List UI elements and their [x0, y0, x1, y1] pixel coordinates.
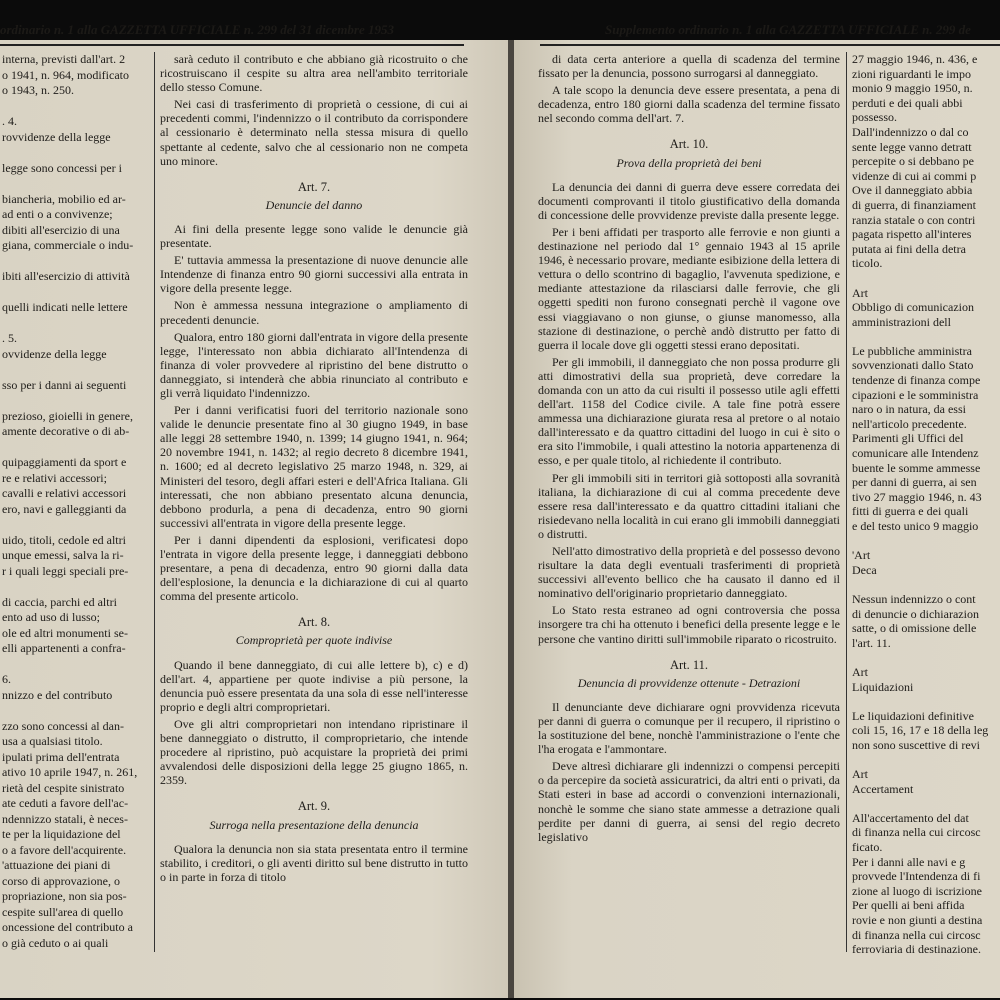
- paragraph: Qualora la denuncia non sia stata presentata entro il termine stabilito, i creditori, o gli aventi diritto sul bene distrutto in tutto o in parte in forza di titolo: [160, 841, 468, 884]
- article-subtitle: Denuncie del danno: [265, 197, 363, 212]
- text-line: coli 15, 16, 17 e 18 della leg: [852, 723, 989, 738]
- text-line: uido, titoli, cedole ed altri: [2, 532, 126, 547]
- text-line: . 5.: [2, 331, 17, 345]
- article-subtitle: Comproprietà per quote indivise: [235, 633, 393, 648]
- text-line: re e relativi accessori;: [2, 470, 107, 485]
- text-line: prezioso, gioielli in genere,: [2, 408, 133, 423]
- text-line: videnze di cui ai commi p: [852, 168, 977, 183]
- text-line: cespite sull'area di quello: [2, 904, 124, 919]
- text-line: ento ad uso di lusso;: [2, 610, 100, 624]
- text-line: di caccia, parchi ed altri: [2, 594, 117, 609]
- text-line: o 1941, n. 964, modificato: [2, 67, 129, 82]
- text-line: [852, 271, 1000, 286]
- text-line: . 4.: [2, 114, 17, 128]
- text-line: Art: [852, 285, 868, 300]
- paragraph: Per gli immobili, il danneggiato che non possa produrre gli atti dimostrativi della sua proprietà, deve corredare la domanda con un atto da cui risulti il possesso utile agli effetti dell'art. 1158 del Codice civile. A tale fine potrà essere ammessa una dichiarazione giurata resa al pretore o al notaio dall'interessato e da quattro cittadini del luogo in cui è sito o era sito l'immobile, i quali attestino la notoria appartenenza di esso, e per quale titolo, al richiedente il contributo.: [538, 354, 840, 468]
- text-line: Dall'indennizzo o dal co: [852, 124, 969, 139]
- text-line: zioni riguardanti le impo: [852, 66, 971, 81]
- text-line: [2, 254, 150, 270]
- text-line: legge sono concessi per i: [2, 160, 122, 175]
- column-divider: [154, 52, 155, 952]
- text-line: ate ceduti a favore dell'ac-: [2, 796, 129, 810]
- paragraph: A tale scopo la denuncia deve essere presentata, a pena di decadenza, entro 180 giorni dalla scadenza del termine fissato nel secondo comma dell'art. 7.: [538, 83, 840, 126]
- text-line: di guerra, di finanziament: [852, 197, 976, 212]
- article-heading: Art. 9.: [297, 799, 331, 814]
- text-line: Le pubbliche amministra: [852, 343, 972, 358]
- article-heading: Art. 11.: [669, 657, 709, 672]
- text-line: amministrazioni dell: [852, 314, 951, 329]
- text-line: nnizzo e del contributo: [2, 687, 113, 702]
- paragraph: Non è ammessa nessuna integrazione o ampliamento di precedenti denuncie.: [160, 298, 468, 327]
- text-line: [852, 650, 1000, 665]
- text-line: cavalli e relativi accessori: [2, 486, 127, 500]
- right-page-column-1: [538, 52, 840, 847]
- text-line: di finanza nella cui circosc: [852, 825, 981, 840]
- text-line: Deca: [852, 562, 877, 577]
- text-line: rovie e non giunti a destina: [852, 913, 983, 928]
- text-line: Obbligo di comunicazion: [852, 300, 974, 315]
- text-line: pagata rispetto all'interes: [852, 227, 972, 242]
- left-page-column-2: [160, 52, 468, 887]
- text-line: ovvidenze della legge: [2, 346, 107, 361]
- text-line: usa a qualsiasi titolo.: [2, 734, 103, 748]
- text-line: unque emessi, salva la ri-: [2, 548, 124, 562]
- text-line: [852, 796, 1000, 811]
- text-line: l'art. 11.: [852, 635, 891, 650]
- text-line: [852, 577, 1000, 592]
- text-line: Liquidazioni: [852, 679, 914, 694]
- paragraph: Per i beni affidati per trasporto alle ferrovie e non giunti a destinazione nel periodo dal 1° gennaio 1943 al 15 aprile 1946, è necessario provare, mediante esibizione della lettera di vettura o dello scontrino di bagaglio, l'avvenuta spedizione, e mediante attestazione da rilasciarsi dalle ferrovie, che gli oggetti spediti non furono consegnati perchè il vagone ove essi viaggiavano o non giunse, o giunse manomesso, alla stazione di destinazione, o perchè andò distrutto per fatto di guerra il locale dove gli oggetti stessi erano depositati.: [538, 224, 840, 352]
- text-line: di finanza nella cui circosc: [852, 927, 981, 942]
- left-page-header: ordinario n. 1 alla GAZZETTA UFFICIALE n. 299 del 31 dicembre 1953: [0, 22, 395, 37]
- text-line: [2, 393, 150, 409]
- text-line: ativo 10 aprile 1947, n. 261,: [2, 765, 138, 779]
- text-line: ranzia statale o con contri: [852, 212, 976, 227]
- article-heading: Art. 7.: [297, 179, 331, 194]
- text-line: sovvenzionati dallo Stato: [852, 358, 974, 373]
- column-divider: [846, 52, 847, 952]
- right-page-header: Supplemento ordinario n. 1 alla GAZZETTA UFFICIALE n. 299 de: [605, 22, 971, 37]
- text-line: [2, 579, 150, 595]
- text-line: possesso.: [852, 110, 898, 125]
- text-line: rietà del cespite sinistrato: [2, 780, 125, 795]
- text-line: ad enti o a convivenze;: [2, 207, 113, 221]
- text-line: Art: [852, 767, 868, 782]
- text-line: [2, 703, 150, 719]
- text-line: [2, 316, 150, 332]
- text-line: amente decorative o di ab-: [2, 424, 130, 438]
- paragraph: Il denunciante deve dichiarare ogni provvidenza ricevuta per danni di guerra o comunque per il recupero, il ripristino o la sostituzione del bene, nonchè l'amministrazione o l'ente che l'ha erogata e l'ammontare.: [538, 699, 840, 757]
- text-line: corso di approvazione, o: [2, 873, 120, 888]
- text-line: [2, 657, 150, 673]
- text-line: elli appartenenti a confra-: [2, 641, 126, 655]
- text-line: satte, o di omissione delle: [852, 621, 977, 636]
- text-line: ibiti all'esercizio di attività: [2, 269, 130, 283]
- text-line: ticolo.: [852, 256, 883, 271]
- text-line: per danni di guerra, ai sen: [852, 475, 977, 490]
- text-line: propriazione, non sia pos-: [2, 889, 127, 903]
- text-line: tivo 27 maggio 1946, n. 43: [852, 489, 982, 504]
- text-line: sente legge vanno detratt: [852, 139, 972, 154]
- text-line: nell'articolo precedente.: [852, 416, 967, 431]
- text-line: Le liquidazioni definitive: [852, 708, 974, 723]
- text-line: Per quelli ai beni affida: [852, 898, 965, 913]
- paragraph: Per i danni dipendenti da esplosioni, verificatesi dopo l'entrata in vigore della presente legge, i danneggiati debbono presentare, a pena di decadenza, entro 90 giorni dalla data dell'esplosione, la denuncia e la dichiarazione di cui al quarto comma del presente articolo.: [160, 532, 468, 604]
- text-line: tendenze di finanza compe: [852, 373, 981, 388]
- paragraph: Lo Stato resta estraneo ad ogni controversia che possa insorgere tra chi ha ottenuto i benefici della presente legge e le persone che vantino diritti sull'immobile riparato o ricostruito.: [538, 603, 840, 646]
- text-line: Nessun indennizzo o cont: [852, 591, 976, 606]
- paragraph: Qualora, entro 180 giorni dall'entrata in vigore della presente legge, l'interessato non abbia dichiarato all'Intendenza di finanza di voler provvedere al ripristino del bene distrutto o danneggiato, si intenderà che abbia rinunciato al contributo e gli verrà liquidato l'indennizzo.: [160, 329, 468, 400]
- text-line: fitti di guerra e dei quali: [852, 504, 969, 519]
- left-header-rule: [0, 44, 464, 46]
- text-line: o 1943, n. 250.: [2, 83, 74, 97]
- text-line: r i quali leggi speciali pre-: [2, 563, 129, 578]
- text-line: giana, commerciale o indu-: [2, 238, 134, 252]
- text-line: rovvidenze della legge: [2, 129, 111, 144]
- text-line: non sono suscettive di revi: [852, 737, 980, 752]
- paragraph: Per gli immobili siti in territori già sottoposti alla sovranità italiana, la dichiarazione di cui al comma precedente deve essere resa dall'interessato e da quattro cittadini italiani che risiedevano nella località in cui erano gli immobili danneggiati o distrutti.: [538, 470, 840, 541]
- text-line: [2, 517, 150, 533]
- right-header-rule: [540, 44, 1000, 46]
- text-line: 'attuazione dei piani di: [2, 858, 111, 872]
- text-line: naro o in natura, da essi: [852, 402, 966, 417]
- text-line: [2, 145, 150, 161]
- paragraph: Ove gli altri comproprietari non intendano ripristinare il bene danneggiato o distrutto, il comproprietario, che intende procedere al ripristino, può acquistare la proprietà dei primi avvalendosi delle disposizioni della legge 25 giugno 1865, n. 2359.: [160, 716, 468, 788]
- article-subtitle: Prova della proprietà dei beni: [616, 155, 762, 170]
- text-line: oncessione del contributo a: [2, 920, 133, 934]
- text-line: comunicare alle Intendenz: [852, 446, 979, 461]
- text-line: quipaggiamenti da sport e: [2, 455, 127, 469]
- text-line: perduti e dei quali abbi: [852, 95, 963, 110]
- book-gutter: [508, 40, 514, 998]
- article-subtitle: Denuncia di provvidenze ottenute - Detrazioni: [577, 675, 801, 690]
- paragraph: Per i danni verificatisi fuori del territorio nazionale sono valide le denuncie presentate fino al 30 giugno 1949, in base alle leggi 28 settembre 1940, n. 1399; 14 giugno 1941, n. 964; 20 novembre 1941, n. 1432; al regio decreto 8 dicembre 1941, n. 1600; ed al decreto legislativo 25 marzo 1948, n. 329, ai Ministeri del tesoro, degli affari esteri e dell'Africa Italiana. Gli interessati, che non abbiano presentato alcuna denuncia, debbono produrla, a pena di decadenza, entro 90 giorni successivi all'entrata in vigore della presente legge.: [160, 403, 468, 530]
- text-line: dibiti all'esercizio di una: [2, 222, 120, 237]
- paragraph: sarà ceduto il contributo e che abbiano già ricostruito o che ricostruiscano il cespite su altra area nell'ambito territoriale dello stesso Comune.: [160, 52, 468, 95]
- text-line: [2, 99, 150, 115]
- text-line: zione al luogo di iscrizione: [852, 883, 982, 898]
- text-line: [852, 329, 1000, 344]
- paragraph: Ai fini della presente legge sono valide le denuncie già presentate.: [160, 221, 468, 251]
- text-line: [852, 694, 1000, 709]
- text-line: cipazioni e le somministra: [852, 387, 979, 402]
- text-line: di denuncie o dichiarazion: [852, 606, 979, 621]
- text-line: ferroviaria di destinazione.: [852, 942, 981, 957]
- text-line: [2, 176, 150, 192]
- text-line: percepite o si debbano pe: [852, 154, 974, 169]
- paragraph: Quando il bene danneggiato, di cui alle lettere b), c) e d) dell'art. 4, appartiene per quote indivise a più persone, la denuncia può essere presentata da una sola di esse nell'interesse proprio e degli altri comproprietari.: [160, 657, 468, 714]
- text-line: monio 9 maggio 1950, n.: [852, 81, 973, 96]
- text-line: putata ai fini della detra: [852, 241, 966, 256]
- text-line: [852, 534, 1000, 549]
- text-line: quelli indicati nelle lettere: [2, 300, 128, 314]
- text-line: [852, 753, 1000, 768]
- text-line: [2, 440, 150, 456]
- text-line: sso per i danni ai seguenti: [2, 377, 127, 392]
- text-line: Parimenti gli Uffici del: [852, 431, 964, 446]
- text-line: Ove il danneggiato abbia: [852, 183, 973, 198]
- text-line: biancheria, mobilio ed ar-: [2, 191, 126, 206]
- text-line: [2, 362, 150, 378]
- paragraph: di data certa anteriore a quella di scadenza del termine fissato per la denuncia, possono surrogarsi al danneggiato.: [538, 52, 840, 81]
- text-line: All'accertamento del dat: [852, 810, 969, 825]
- text-line: o già ceduto o ai quali: [2, 935, 109, 950]
- article-subtitle: Surroga nella presentazione della denuncia: [209, 817, 419, 832]
- paragraph: Nei casi di trasferimento di proprietà o cessione, di cui ai precedenti commi, l'indennizzo o il contributo da corrispondere al cessionario è determinato nella stessa misura di quello spettante al cedente, salvo che al cessionario non ne competa uno minore.: [160, 97, 468, 168]
- paragraph: E' tuttavia ammessa la presentazione di nuove denuncie alle Intendenze di finanza entro 90 giorni successivi alla entrata in vigore della presente legge.: [160, 253, 468, 296]
- text-line: ndennizzo statali, è neces-: [2, 811, 128, 826]
- text-line: interna, previsti dall'art. 2: [2, 52, 126, 66]
- text-line: provvede l'Intendenza di fi: [852, 869, 981, 884]
- text-line: ole ed altri monumenti se-: [2, 625, 128, 640]
- paragraph: Nell'atto dimostrativo della proprietà e del possesso devono risultare la data degli eventuali trasferimenti di proprietà successivi all'evento bellico che ha causato il danno ed il nominativo dell'originario proprietario danneggiato.: [538, 544, 840, 601]
- article-heading: Art. 8.: [297, 615, 331, 630]
- text-line: [2, 285, 150, 301]
- text-line: Art: [852, 664, 868, 679]
- right-page-column-2: [852, 52, 1000, 957]
- text-line: ipulati prima dell'entrata: [2, 749, 120, 764]
- text-line: e del testo unico 9 maggio: [852, 519, 979, 533]
- text-line: Accertament: [852, 781, 914, 796]
- text-line: te per la liquidazione del: [2, 827, 121, 841]
- article-heading: Art. 10.: [669, 137, 709, 152]
- text-line: ero, navi e galleggianti da: [2, 501, 127, 516]
- text-line: 27 maggio 1946, n. 436, e: [852, 52, 978, 66]
- paragraph: Deve altresì dichiarare gli indennizzi o compensi percepiti o da percepire da società assicuratrici, da altri enti o privati, da Stati esteri in base ad accordi o convenzioni internazionali, nonchè le somme che siano state ammesse a detrazione quali perdite per danni di guerra, ai sensi del regio decreto legislativo: [538, 759, 840, 844]
- text-line: zzo sono concessi al dan-: [2, 718, 124, 733]
- text-line: Per i danni alle navi e g: [852, 854, 966, 869]
- text-line: 6.: [2, 672, 11, 686]
- text-line: ficato.: [852, 840, 883, 855]
- text-line: o a favore dell'acquirente.: [2, 842, 127, 857]
- left-page-column-1: [2, 52, 150, 951]
- text-line: 'Art: [852, 548, 871, 563]
- text-line: buente le somme ammesse: [852, 460, 981, 475]
- paragraph: La denuncia dei danni di guerra deve essere corredata dei documenti comprovanti il titolo giustificativo della domanda di concessione delle provvidenze previste dalla presente legge.: [538, 179, 840, 222]
